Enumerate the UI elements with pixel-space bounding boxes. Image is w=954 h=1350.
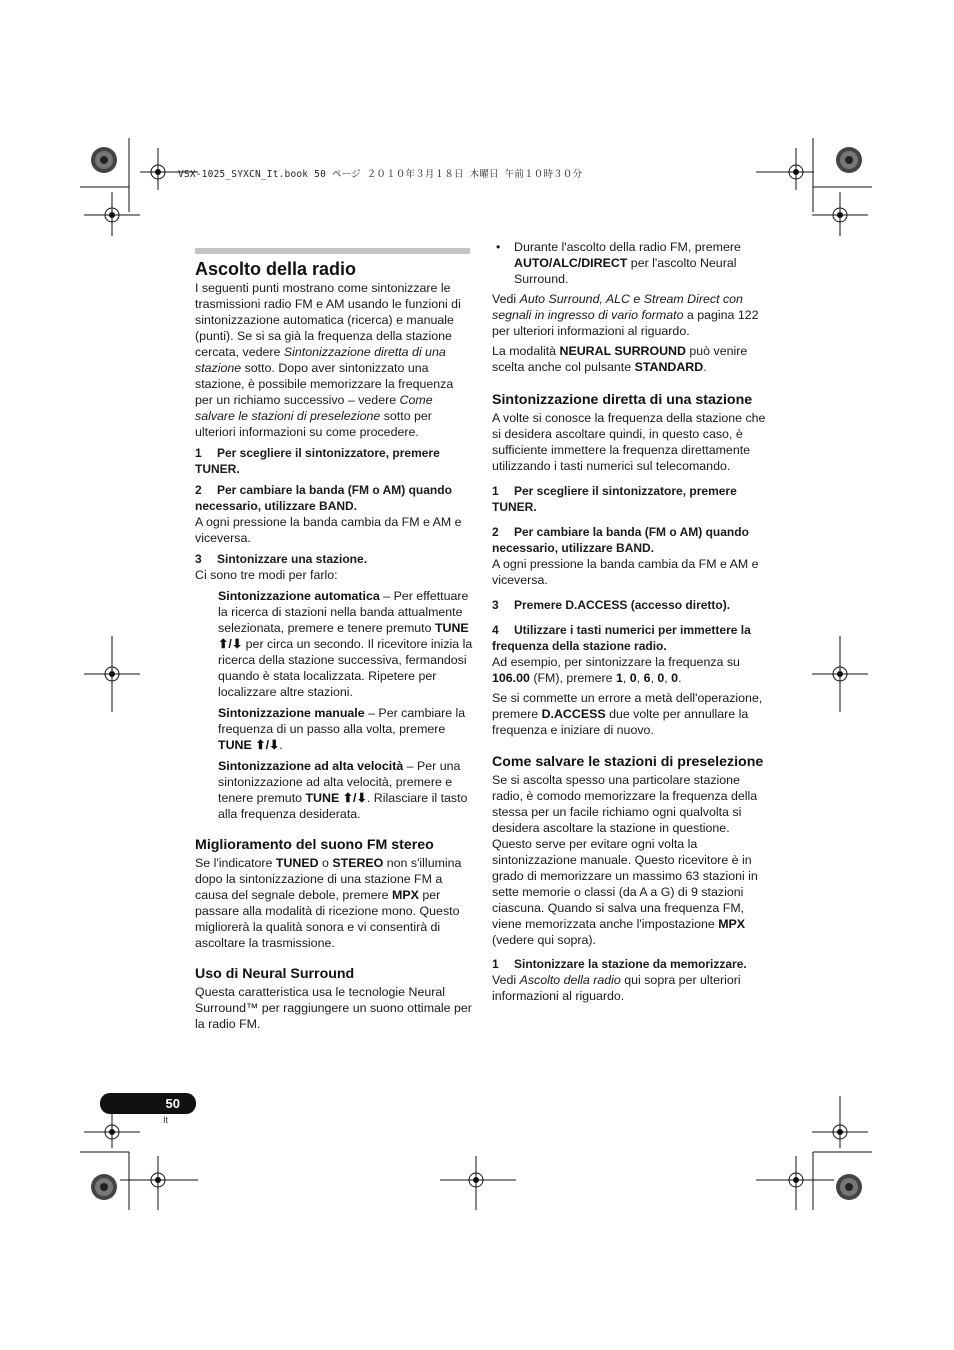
- direct-step-4: 4 Utilizzare i tasti numerici per immettere la frequenza della stazione radio.: [492, 623, 751, 653]
- auto-tuning: Sintonizzazione automatica – Per effettuare la ricerca di stazioni nella banda attualmente selezionata, premere e tenere premuto TUNE ⬆/⬇ per circa un secondo. Il ricevitore inizia la ricerca della stazione successiva, fermandosi quando è stata localizzata. Ripetere per localizzare altre stazioni.: [218, 589, 473, 699]
- language-code: It: [163, 1115, 169, 1125]
- direct-step-1: 1 Per scegliere il sintonizzatore, premere TUNER.: [492, 484, 737, 514]
- preset-step-1-note: Vedi Ascolto della radio qui sopra per ulteriori informazioni al riguardo.: [492, 973, 741, 1003]
- step-3: 3 Sintonizzare una stazione.: [195, 552, 368, 566]
- neural-surround-text: Questa caratteristica usa le tecnologie Neural Surround™ per raggiungere un suono ottimale per la radio FM.: [195, 985, 472, 1031]
- direct-step-2: 2 Per cambiare la banda (FM o AM) quando necessario, utilizzare BAND.: [492, 525, 749, 555]
- preset-text: Se si ascolta spesso una particolare stazione radio, è comodo memorizzare la frequenza della stessa per un facile richiamo ogni qualvolta si desidera ascoltare la stazione in questione. Questo serve per evitare ogni volta la sintonizzazione manuale. Questo ricevitore è in grado di memorizzare un massimo 63 stazioni in sette memorie o classi (da A a G) di 9 stazioni ciascuna. Quando si salva una frequenza FM, viene memorizzata anche l'impostazione MPX (vedere qui sopra).: [492, 773, 758, 947]
- section-rule: [195, 248, 470, 254]
- bullet-item: • Durante l'ascolto della radio FM, premere AUTO/ALC/DIRECT per l'ascolto Neural Surround.: [492, 239, 770, 287]
- step-3-note: Ci sono tre modi per farlo:: [195, 568, 338, 582]
- neural-surround-heading: Uso di Neural Surround: [195, 966, 355, 982]
- direct-tuning-text: A volte si conosce la frequenza della stazione che si desidera ascoltare quindi, in questo caso, è sufficiente immettere la frequenza direttamente utilizzando i tasti numerici sul telecomando.: [492, 411, 766, 473]
- preset-step-1: 1 Sintonizzare la stazione da memorizzare.: [492, 957, 747, 971]
- direct-error-note: Se si commette un errore a metà dell'operazione, premere D.ACCESS due volte per annullare la frequenza e iniziare di nuovo.: [492, 691, 763, 737]
- preset-heading: Come salvare le stazioni di preselezione: [492, 754, 764, 770]
- step-2: 2 Per cambiare la banda (FM o AM) quando necessario, utilizzare BAND.: [195, 483, 452, 513]
- page-number-badge: 50: [100, 1093, 196, 1114]
- page-title: Ascolto della radio: [195, 259, 357, 279]
- step-2-note: A ogni pressione la banda cambia da FM e AM e viceversa.: [195, 515, 462, 545]
- book-header: VSX-1025_SYXCN_It.book 50 ページ ２０１０年３月１８日 木曜日 午前１０時３０分: [178, 169, 583, 180]
- left-column: [195, 0, 473, 1032]
- direct-step-3: 3 Premere D.ACCESS (accesso diretto).: [492, 598, 731, 612]
- direct-step-4-note: Ad esempio, per sintonizzare la frequenza su 106.00 (FM), premere 1, 0, 6, 0, 0.: [492, 655, 740, 685]
- manual-tuning: Sintonizzazione manuale – Per cambiare la frequenza di un passo alla volta, premere TUNE ⬆/⬇.: [218, 706, 466, 752]
- fast-tuning: Sintonizzazione ad alta velocità – Per una sintonizzazione ad alta velocità, premere e tenere premuto TUNE ⬆/⬇. Rilasciare il tasto alla frequenza desiderata.: [218, 759, 468, 821]
- intro-paragraph: I seguenti punti mostrano come sintonizzare le trasmissioni radio FM e AM usando le funzioni di sintonizzazione automatica (ricerca) e manuale (punti). Se si sa già la frequenza della stazione cercata, vedere Sintonizzazione diretta di una stazione sotto. Dopo aver sintonizzato una stazione, è possibile memorizzare la frequenza per un richiamo successivo – vedere Come salvare le stazioni di preselezione sotto per ulteriori informazioni su come procedere.: [195, 281, 461, 439]
- step-1: 1 Per scegliere il sintonizzatore, premere TUNER.: [195, 446, 440, 476]
- see-reference: Vedi Auto Surround, ALC e Stream Direct con segnali in ingresso di vario formato a pagina 122 per ulteriori informazioni al riguardo.: [492, 292, 759, 338]
- direct-tuning-heading: Sintonizzazione diretta di una stazione: [492, 392, 753, 408]
- fm-stereo-text: Se l'indicatore TUNED o STEREO non s'illumina dopo la sintonizzazione di una stazione FM a causa del segnale debole, premere MPX per passare alla modalità di ricezione mono. Questo migliorerà la qualità sonora e vi consentirà di ascoltare la trasmissione.: [195, 856, 462, 950]
- right-column: [492, 0, 770, 1004]
- direct-step-2-note: A ogni pressione la banda cambia da FM e AM e viceversa.: [492, 557, 759, 587]
- fm-stereo-heading: Miglioramento del suono FM stereo: [195, 837, 434, 853]
- mode-note: La modalità NEURAL SURROUND può venire scelta anche col pulsante STANDARD.: [492, 344, 748, 374]
